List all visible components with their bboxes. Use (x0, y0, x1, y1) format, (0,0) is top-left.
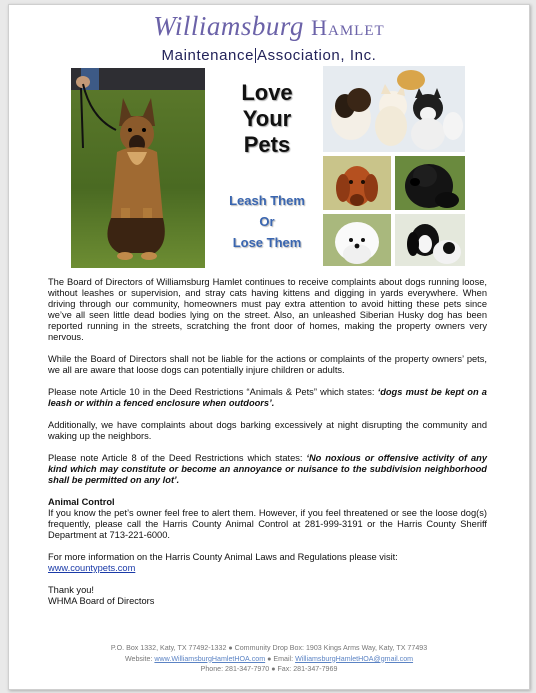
shepherd-illustration (71, 68, 205, 268)
puppies-kittens-photo (323, 66, 465, 152)
animal-control-heading: Animal Control (48, 497, 115, 507)
article-10-end: . (271, 398, 275, 408)
paragraph-animal-control: If you know the pet’s owner feel free to alert them. However, if you feel threatened or see the loose dog(s) frequently, please call the Harris County Animal Control at 281-999-3191 or the Harris County Sheriff Department at 713-221-6000. (48, 508, 487, 540)
headline-line-1: Love (241, 80, 293, 105)
footer-web-email (9, 654, 529, 665)
footer-separator: ● (265, 654, 274, 663)
paragraph-complaints: The Board of Directors of Williamsburg Hamlet continues to receive complaints about dogs running loose, without leashes or supervision, and stray cats having kittens and digging in yards everywhere. When driving through our community, homeowners must pay extra attention to avoid hitting these pets since we’ve all seen little dead bodies lying on the street. Also, an unleashed Siberian Husky dog has been reported running in the streets, scratching the front door of homes, making the property owners very nervous. (48, 277, 487, 342)
thank-you: Thank you! (48, 585, 94, 595)
org-subtitle-left: Maintenance (161, 47, 255, 64)
paragraph-liability: While the Board of Directors shall not be liable for the actions or complaints of the property owners’ pets, we all are aware that loose dogs can potentially injure children or adults. (48, 354, 487, 375)
org-title-script: Williamsburg (153, 11, 304, 41)
signature: WHMA Board of Directors (48, 596, 155, 606)
paragraph-more-info (48, 552, 487, 574)
slogan-line-3: Lose Them (232, 235, 302, 250)
paragraph-barking: Additionally, we have complaints about dogs barking excessively at night disrupting the community and waking up the neighbors. (48, 420, 487, 441)
vizsla-dog-photo (323, 156, 391, 210)
footer-phone-fax: Phone: 281-347-7970 ● Fax: 281-347-7969 (200, 665, 338, 673)
spaniel-dog-photo (395, 214, 465, 266)
subtitle-divider (255, 48, 256, 63)
countypets-link[interactable]: www.countypets.com (48, 563, 136, 573)
headline-line-3: Pets (243, 132, 291, 157)
org-title (9, 11, 529, 42)
german-shepherd-photo (71, 68, 205, 268)
slogan-line-1: Leash Them (229, 193, 305, 208)
article-10-quote: ‘dogs must be kept on a leash or within a fenced enclosure when outdoors’ (48, 387, 487, 408)
letter-body (48, 277, 487, 618)
website-label: Website: (124, 654, 155, 663)
bichon-dog-photo (323, 214, 391, 266)
footer-contact (9, 643, 529, 675)
org-subtitle-right: Association, Inc. (257, 47, 377, 64)
article-8-end: . (176, 475, 180, 485)
article-8-quote: ‘No noxious or offensive activity of any kind which may constitute or become an annoyance or nuisance to the subdivision neighborhood shall be permitted on any lot’ (48, 453, 487, 485)
slogan (209, 190, 325, 253)
headline-line-2: Your (242, 106, 292, 131)
org-subtitle (9, 47, 529, 64)
more-info-text: For more information on the Harris County Animal Laws and Regulations please visit: (48, 552, 398, 562)
love-your-pets-banner (209, 80, 325, 253)
footer-address: P.O. Box 1332, Katy, TX 77492-1332 ● Community Drop Box: 1903 Kings Arms Way, Katy, TX 77493 (110, 644, 428, 652)
email-label: Email: (273, 654, 296, 663)
slogan-line-2: Or (259, 214, 275, 229)
org-title-caps: Hamlet (311, 15, 385, 40)
article-8-lead: Please note Article 8 of the Deed Restrictions which states: (48, 453, 307, 463)
website-link[interactable]: www.WilliamsburgHamletHOA.com (154, 654, 266, 663)
newfoundland-dog-photo (395, 156, 465, 210)
email-link[interactable]: WilliamsburgHamletHOA@gmail.com (295, 654, 414, 663)
article-10-lead: Please note Article 10 in the Deed Restrictions “Animals & Pets” which states: (48, 387, 378, 397)
pet-photo-collage (323, 66, 465, 266)
flyer-page (8, 4, 530, 690)
paragraph-article-10 (48, 387, 487, 409)
paragraph-article-8 (48, 453, 487, 486)
